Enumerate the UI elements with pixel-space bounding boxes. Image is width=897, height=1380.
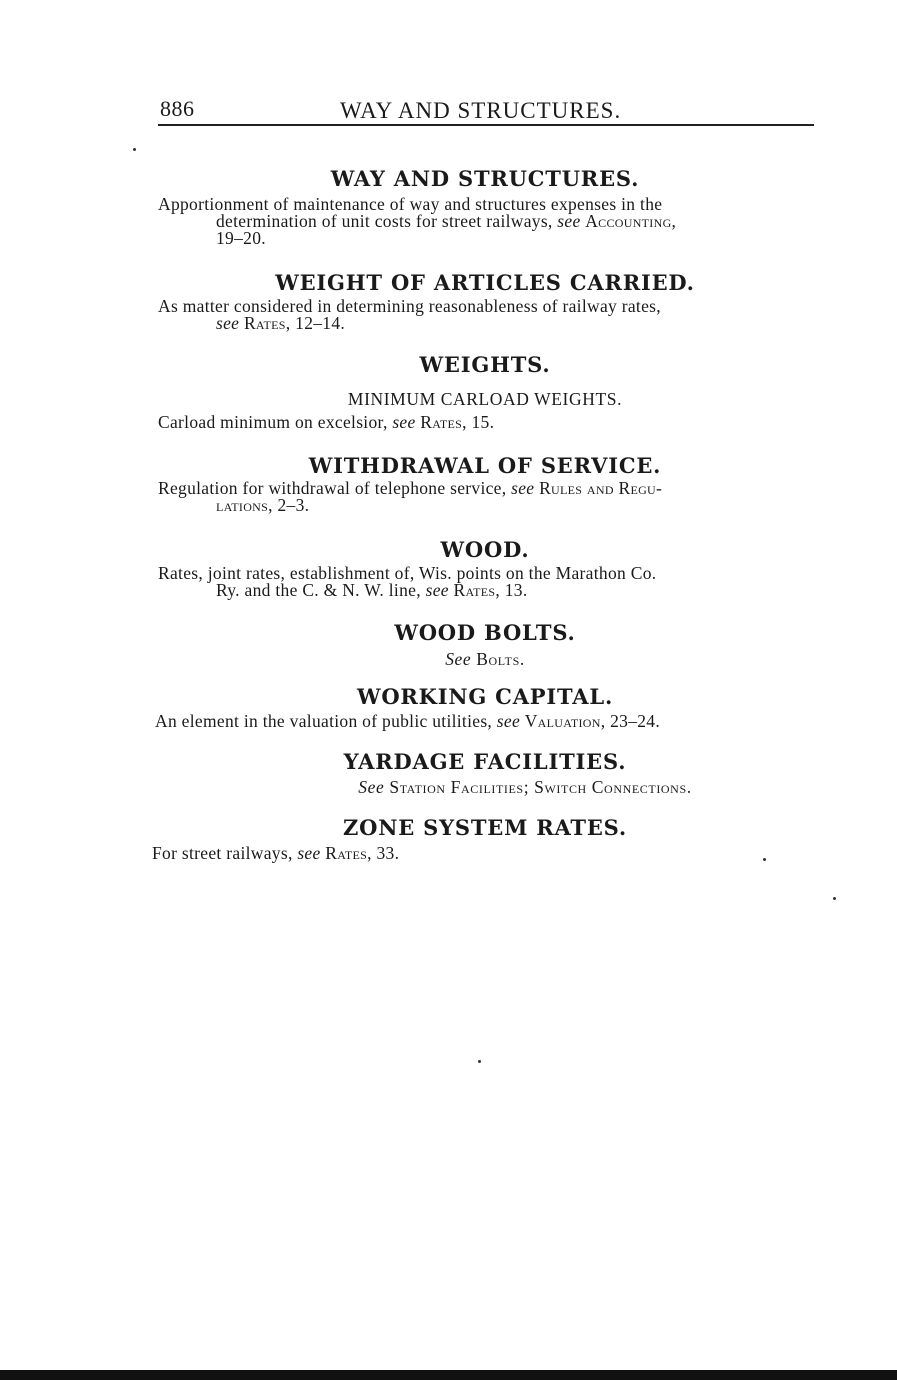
- cross-reference: Accounting,: [585, 211, 677, 231]
- entry-text-way-and-structures: [158, 196, 818, 247]
- entry-line: [158, 582, 818, 599]
- scan-edge: [0, 1370, 897, 1380]
- page-range: 15.: [471, 412, 495, 432]
- entry-text-weight-of-articles-carried: [158, 298, 818, 332]
- scan-speck: [478, 1060, 481, 1063]
- entry-text-wood-bolts: [150, 649, 820, 670]
- header-rule: [158, 124, 814, 126]
- entry-text-working-capital: [155, 713, 815, 730]
- see-word: see: [216, 313, 240, 333]
- cross-reference: Rates,: [325, 843, 372, 863]
- cross-reference: Bolts.: [476, 649, 525, 669]
- entry-line: As matter considered in determining reasonableness of railway rates,: [158, 296, 661, 316]
- entry-text-withdrawal-of-service: [158, 480, 818, 514]
- scan-speck: [833, 897, 836, 900]
- scan-speck: [133, 148, 136, 151]
- entry-heading-wood: WOOD.: [440, 537, 530, 562]
- entry-line: [158, 315, 818, 332]
- page-number: 886: [160, 96, 195, 121]
- scan-speck: [763, 858, 766, 861]
- cross-reference-continued: lations,: [216, 495, 273, 515]
- see-word: See: [358, 777, 385, 797]
- entry-heading-weight-of-articles-carried: WEIGHT OF ARTICLES CARRIED.: [275, 270, 695, 295]
- see-word: see: [496, 711, 521, 731]
- entry-line-text: determination of unit costs for street railways,: [216, 211, 553, 231]
- page-range: 13.: [504, 580, 528, 600]
- cross-reference: Switch Connections.: [534, 777, 692, 797]
- cross-reference: Valuation,: [524, 711, 606, 731]
- entry-subheading-minimum-carload-weights: MINIMUM CARLOAD WEIGHTS.: [347, 389, 623, 409]
- entry-text-yardage-facilities: [190, 777, 860, 798]
- see-word: see: [557, 211, 581, 231]
- page-range: 12–14.: [295, 313, 346, 333]
- entry-heading-way-and-structures: WAY AND STRUCTURES.: [330, 166, 640, 191]
- entry-line-text: Regulation for withdrawal of telephone service,: [158, 478, 507, 498]
- entry-heading-wood-bolts: WOOD BOLTS.: [394, 620, 576, 645]
- entry-text-zone-system-rates: [152, 845, 812, 862]
- page-range: 2–3.: [277, 495, 310, 515]
- entry-heading-withdrawal-of-service: WITHDRAWAL OF SERVICE.: [308, 453, 662, 478]
- see-word: see: [297, 843, 321, 863]
- entry-text-weights: [158, 414, 818, 431]
- see-word: See: [445, 649, 472, 669]
- entry-line: Apportionment of maintenance of way and structures expenses in the: [158, 194, 663, 214]
- entry-line-text: Ry. and the C. & N. W. line,: [216, 580, 421, 600]
- see-word: see: [511, 478, 535, 498]
- page-range: 33.: [376, 843, 400, 863]
- running-title: WAY AND STRUCTURES.: [340, 98, 622, 123]
- entry-heading-yardage-facilities: YARDAGE FACILITIES.: [343, 749, 627, 774]
- see-word: see: [425, 580, 449, 600]
- cross-reference: Rates,: [420, 412, 467, 432]
- cross-reference: Station Facilities;: [389, 777, 530, 797]
- entry-line: An element in the valuation of public utilities,: [155, 711, 493, 731]
- entry-line: Carload minimum on excelsior,: [158, 412, 388, 432]
- entry-heading-working-capital: WORKING CAPITAL.: [356, 684, 614, 709]
- entry-heading-weights: WEIGHTS.: [419, 352, 551, 377]
- entry-line: 19–20.: [216, 228, 266, 248]
- cross-reference: Rules and Regu-: [539, 478, 663, 498]
- cross-reference: Rates,: [243, 313, 291, 333]
- entry-line: Rates, joint rates, establishment of, Wis. points on the Marathon Co.: [158, 563, 657, 583]
- entry-line: [158, 497, 818, 514]
- page-range: 23–24.: [610, 711, 661, 731]
- see-word: see: [392, 412, 416, 432]
- cross-reference: Rates,: [453, 580, 501, 600]
- entry-line: For street railways,: [152, 843, 293, 863]
- entry-heading-zone-system-rates: ZONE SYSTEM RATES.: [342, 815, 627, 840]
- entry-text-wood: [158, 565, 818, 599]
